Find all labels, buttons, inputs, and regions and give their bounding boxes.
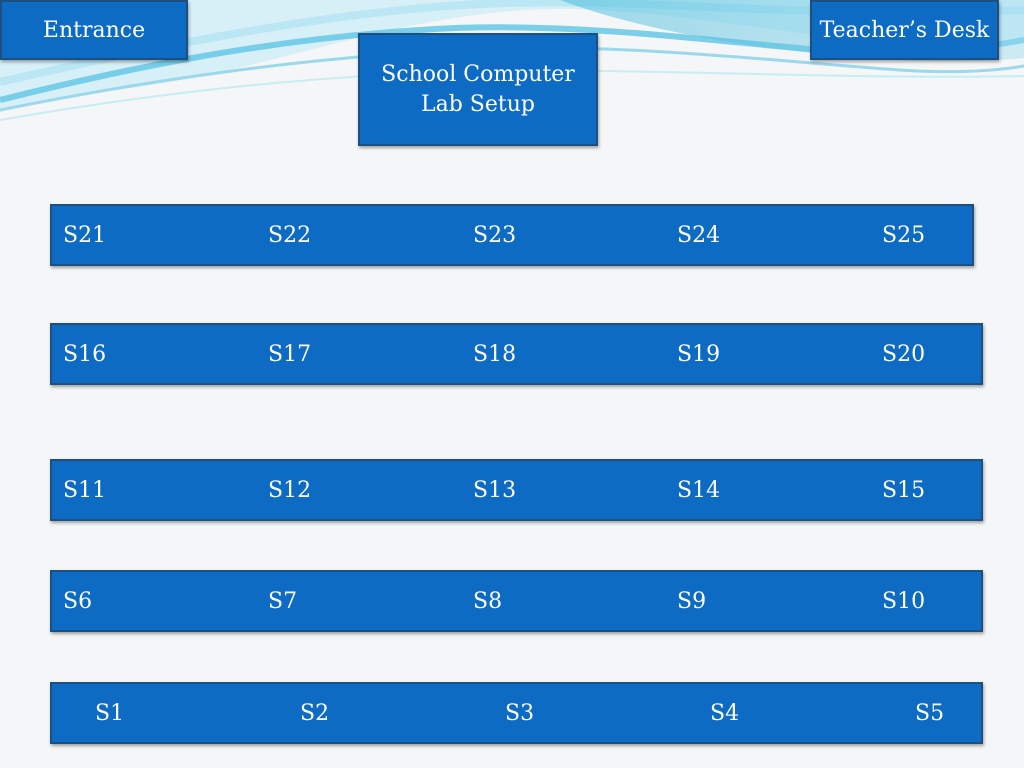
seat-label: S21: [63, 222, 107, 248]
seat-label: S13: [473, 477, 517, 503]
seat-label: S6: [63, 588, 93, 614]
seat-label: S1: [95, 700, 125, 726]
teacher-desk-box: [810, 0, 999, 60]
seat-row: [50, 204, 974, 266]
teacher-desk-label: Teacher’s Desk: [819, 17, 990, 43]
seat-label: S23: [473, 222, 517, 248]
seat-label: S3: [505, 700, 535, 726]
seat-label: S25: [882, 222, 926, 248]
title-box: [358, 33, 598, 146]
seat-label: S15: [882, 477, 926, 503]
seat-label: S19: [677, 341, 721, 367]
seat-label: S7: [268, 588, 298, 614]
seat-label: S8: [473, 588, 503, 614]
entrance-label-box: [0, 0, 188, 60]
seat-label: S4: [710, 700, 740, 726]
entrance-label: Entrance: [42, 17, 146, 43]
seat-label: S18: [473, 341, 517, 367]
seat-label: S5: [915, 700, 945, 726]
seat-label: S11: [63, 477, 107, 503]
seat-row: [50, 323, 983, 385]
seat-label: S24: [677, 222, 721, 248]
page-title: School Computer Lab Setup: [381, 61, 575, 117]
seat-row: [50, 459, 983, 521]
seat-label: S10: [882, 588, 926, 614]
seat-label: S14: [677, 477, 721, 503]
seat-label: S9: [677, 588, 707, 614]
seat-label: S22: [268, 222, 312, 248]
seat-row: [50, 682, 983, 744]
seat-label: S2: [300, 700, 330, 726]
seat-label: S16: [63, 341, 107, 367]
seat-label: S17: [268, 341, 312, 367]
seat-row: [50, 570, 983, 632]
seat-label: S12: [268, 477, 312, 503]
seat-label: S20: [882, 341, 926, 367]
